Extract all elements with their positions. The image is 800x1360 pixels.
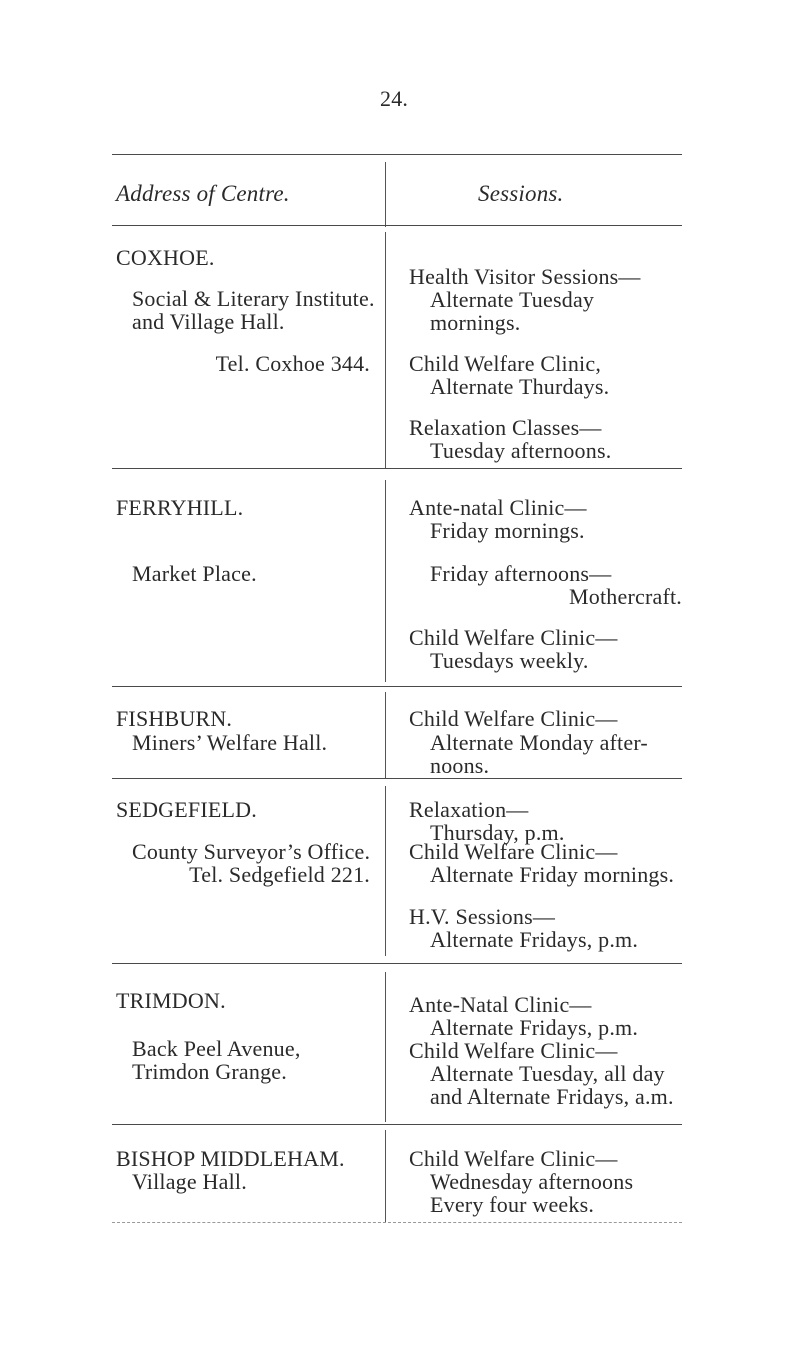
column-divider xyxy=(385,1130,386,1222)
telephone: Tel. Coxhoe 344. xyxy=(215,351,370,376)
address-line: and Village Hall. xyxy=(132,309,285,334)
session-line: Child Welfare Clinic— xyxy=(409,1146,618,1171)
header-bottom-rule xyxy=(112,225,682,226)
session-line: Alternate Tuesday, all day xyxy=(430,1061,665,1086)
address-line: Village Hall. xyxy=(132,1169,247,1194)
session-line: Alternate Fridays, p.m. xyxy=(430,1015,639,1040)
bottom-rule xyxy=(112,1222,682,1223)
session-line: Tuesdays weekly. xyxy=(430,648,589,673)
session-line: H.V. Sessions— xyxy=(409,904,556,929)
session-line: Alternate Friday mornings. xyxy=(430,862,675,887)
address-line: Back Peel Avenue, xyxy=(132,1036,301,1061)
session-line: Ante-natal Clinic— xyxy=(409,495,587,520)
column-divider xyxy=(385,480,386,682)
column-divider xyxy=(385,972,386,1122)
section-rule xyxy=(112,1124,682,1125)
column-divider xyxy=(385,692,386,778)
session-line: Health Visitor Sessions— xyxy=(409,264,641,289)
centre-name: SEDGEFIELD. xyxy=(116,797,257,822)
session-line: Wednesday afternoons xyxy=(430,1169,634,1194)
centre-name: FISHBURN. xyxy=(116,706,233,731)
address-column-header: Address of Centre. xyxy=(116,181,290,206)
session-line: Friday mornings. xyxy=(430,518,585,543)
header-column-divider xyxy=(385,162,386,227)
centre-name: FERRYHILL. xyxy=(116,495,244,520)
session-line: Alternate Fridays, p.m. xyxy=(430,927,639,952)
session-line: Tuesday afternoons. xyxy=(430,438,612,463)
session-line: Alternate Monday after- xyxy=(430,730,648,755)
section-rule xyxy=(112,468,682,469)
session-line: Child Welfare Clinic, xyxy=(409,351,602,376)
session-line: Ante-Natal Clinic— xyxy=(409,992,592,1017)
centre-name: COXHOE. xyxy=(116,245,215,270)
column-divider xyxy=(385,786,386,956)
session-line: and Alternate Fridays, a.m. xyxy=(430,1084,674,1109)
session-line: Alternate Thurdays. xyxy=(430,374,610,399)
session-line: mornings. xyxy=(430,310,521,335)
address-line: Market Place. xyxy=(132,561,257,586)
session-line: Mothercraft. xyxy=(569,584,682,609)
centre-name: BISHOP MIDDLEHAM. xyxy=(116,1146,345,1171)
address-line: Miners’ Welfare Hall. xyxy=(132,730,328,755)
session-line: Thursday, p.m. xyxy=(430,820,565,845)
address-line: Trimdon Grange. xyxy=(132,1059,287,1084)
centre-name: TRIMDON. xyxy=(116,988,226,1013)
telephone: Tel. Sedgefield 221. xyxy=(189,862,370,887)
session-line: Every four weeks. xyxy=(430,1192,595,1217)
page-number: 24. xyxy=(380,86,409,111)
address-line: County Surveyor’s Office. xyxy=(132,839,371,864)
section-rule xyxy=(112,778,682,779)
column-divider xyxy=(385,232,386,468)
header-top-rule xyxy=(112,154,682,155)
session-line: Child Welfare Clinic— xyxy=(409,706,618,731)
section-rule xyxy=(112,686,682,687)
section-rule xyxy=(112,963,682,964)
session-line: Relaxation Classes— xyxy=(409,415,602,440)
session-line: Child Welfare Clinic— xyxy=(409,839,618,864)
session-line: Friday afternoons— xyxy=(430,561,612,586)
session-line: Alternate Tuesday xyxy=(430,287,595,312)
session-line: Child Welfare Clinic— xyxy=(409,1038,618,1063)
session-line: noons. xyxy=(430,753,490,778)
session-line: Child Welfare Clinic— xyxy=(409,625,618,650)
sessions-column-header: Sessions. xyxy=(478,181,564,206)
session-line: Relaxation— xyxy=(409,797,529,822)
address-line: Social & Literary Institute. xyxy=(132,286,375,311)
